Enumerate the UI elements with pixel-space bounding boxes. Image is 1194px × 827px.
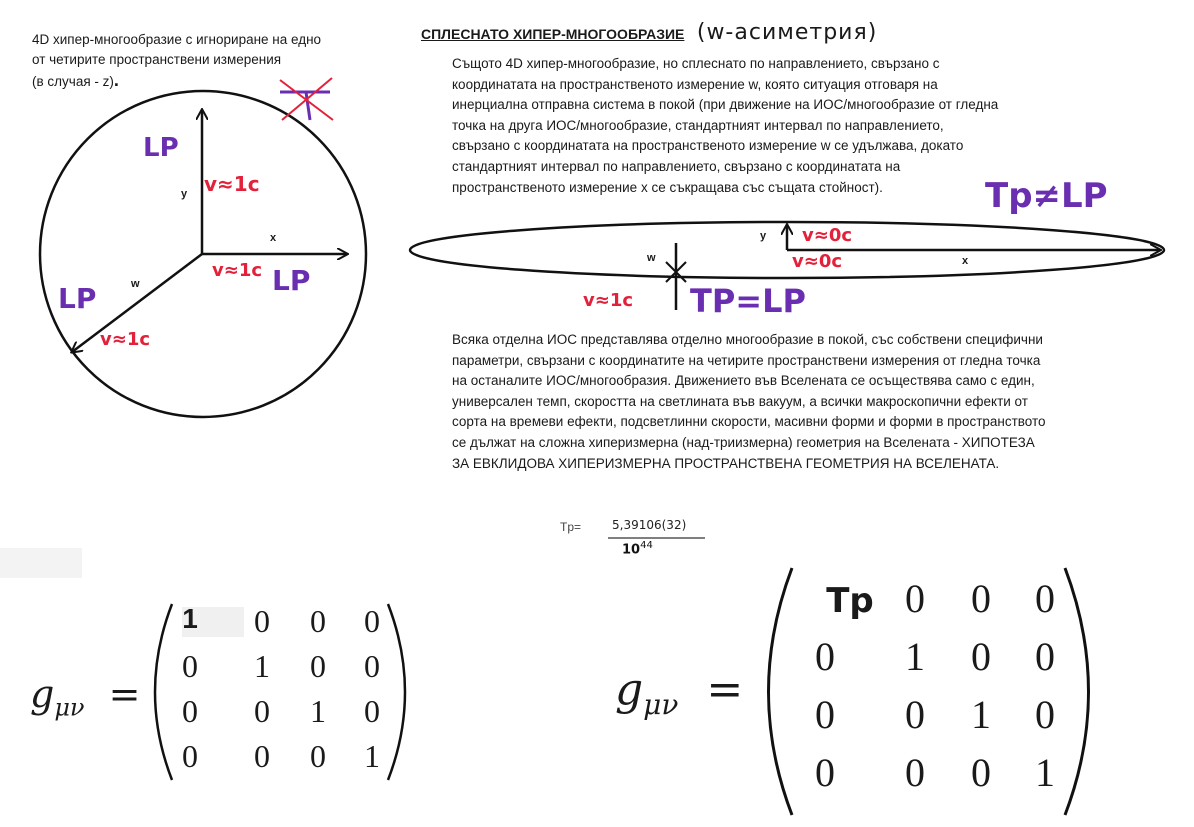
circle-v-y: v≈1c <box>204 172 260 196</box>
left-note-line2: от четирите пространствени измерения <box>32 52 282 67</box>
formula-denominator: $10^{44}$ <box>622 540 653 558</box>
para2-line: Всяка отделна ИОС представлява отделно многообразие в покой, със собствени специфични <box>452 332 1043 347</box>
para1-line: инерциална отправна система в покой (при движение на ИОС/многообразие от гледна <box>452 97 999 113</box>
matrix-left-cell: 1 <box>182 603 198 634</box>
para2-line: параметри, свързани с координатите на четирите пространствени измерения от гледна точка <box>452 352 1041 368</box>
matrix-left-cell: 0 <box>182 693 198 729</box>
matrix-right-cell: 0 <box>1035 634 1055 679</box>
matrix-right-tp-cell: Tp <box>826 581 874 621</box>
para1-line: точка на друга ИОС/многообразие, стандартният интервал по направлението, <box>452 117 944 133</box>
paragraph-hypothesis <box>452 330 1172 474</box>
formula-numerator: 5,39106(32) <box>612 518 687 532</box>
circle-v-x: v≈1c <box>212 260 263 281</box>
matrix-right-cell: 0 <box>905 692 925 737</box>
matrix-left-cell: 0 <box>254 603 270 639</box>
para1-line: координатата на пространственото измерение w, която ситуация отговаря на <box>452 76 938 92</box>
heading-title: СПЛЕСНАТО ХИПЕР-МНОГООБРАЗИЕ <box>421 26 685 42</box>
matrix-left-cell: 1 <box>254 648 270 684</box>
circle-axis-w-label: w <box>131 278 140 290</box>
matrix-right-cell: 0 <box>815 692 835 737</box>
matrix-right-cell: 0 <box>905 576 925 621</box>
circle-lp-right: LP <box>272 264 311 297</box>
matrix-left-cell: 0 <box>364 693 380 729</box>
matrix-left-cell: 1 <box>310 693 326 729</box>
circle-v-w: v≈1c <box>100 329 151 350</box>
para2-line: универсален темп, скоростта на светлината във вакуум, а всички макроскопични ефекти от <box>452 393 1028 409</box>
matrix-left-cell: 1 <box>364 738 380 774</box>
left-note-dot: . <box>113 70 119 90</box>
circle-axis-x-label: x <box>270 232 277 244</box>
matrix-right-cell: 1 <box>905 634 925 679</box>
para1-line: стандартният интервал по направлението, свързано с координатата на <box>452 158 901 174</box>
matrix-right-cell: 0 <box>815 634 835 679</box>
matrix-right-lhs: $g_{\mu\nu}$ = <box>615 664 744 721</box>
circle-axis-y-label: y <box>181 188 188 200</box>
heading-handwritten: (w-асиметрия) <box>696 20 878 45</box>
ellipse-axis-y-label: y <box>760 230 767 242</box>
matrix-right-paren-open <box>769 568 793 815</box>
matrix-left-cell: 0 <box>254 693 270 729</box>
matrix-right-grid <box>800 575 1070 815</box>
formula-lhs: Tp= <box>560 520 582 534</box>
matrix-left-lhs: $g_{\mu\nu}$ = <box>30 672 141 722</box>
matrix-left-cell: 0 <box>364 603 380 639</box>
circle-lp-left: LP <box>58 282 97 315</box>
matrix-right-cell: 0 <box>971 576 991 621</box>
matrix-left-cell: 0 <box>254 738 270 774</box>
tp-eq-lp: TP=LP <box>690 282 806 320</box>
matrix-left-cell: 0 <box>310 738 326 774</box>
matrix-left-grid <box>170 603 390 783</box>
para2-line: се дължат на сложна хиперизмерна (над-триизмерна) геометрия на Вселената - ХИПОТЕЗА <box>452 434 1035 450</box>
para1-line: Същото 4D хипер-многообразие, но сплеснато по направлението, свързано с <box>452 56 940 71</box>
matrix-left-cell: 0 <box>364 648 380 684</box>
matrix-left-cell: 0 <box>182 648 198 684</box>
matrix-right-cell: 0 <box>815 750 835 795</box>
ellipse-v-w: v≈1c <box>583 290 634 311</box>
matrix-right-cell: 0 <box>1035 576 1055 621</box>
para1-line: пространственото измерение x се съкращава със същата стойност). <box>452 179 883 195</box>
ellipse-v-y: v≈0c <box>802 225 853 246</box>
para2-line: на останалите ИОС/многообразия. Движението във Вселената се осъществява само с един, <box>452 373 1035 389</box>
para2-line: ЗА ЕВКЛИДОВА ХИПЕРИЗМЕРНА ПРОСТРАНСТВЕНА ГЕОМЕТРИЯ НА ВСЕЛЕНАТА. <box>452 455 1000 471</box>
circle-lp-top: LP <box>143 133 179 163</box>
tp-neq-lp: Tp≠LP <box>985 176 1108 216</box>
section-heading <box>421 20 877 45</box>
matrix-right-cell: 0 <box>971 750 991 795</box>
matrix-right-cell: 0 <box>1035 692 1055 737</box>
matrix-left-cell: 0 <box>310 603 326 639</box>
matrix-right-cell: 0 <box>971 634 991 679</box>
left-note <box>32 30 321 92</box>
matrix-left-cell: 0 <box>310 648 326 684</box>
matrix-left-cell: 0 <box>182 738 198 774</box>
para1-line: свързано с координатата на пространственото измерение w се удължава, докато <box>452 138 964 154</box>
matrix-right-cell: 0 <box>905 750 925 795</box>
left-note-line1: 4D хипер-многообразие с игнориране на едно <box>32 32 322 47</box>
matrix-right-cell: 1 <box>971 692 991 737</box>
left-note-line3: (в случая - z) <box>32 74 114 89</box>
ellipse-axis-x-label: x <box>962 255 969 267</box>
matrix-right-cell: 1 <box>1035 750 1055 795</box>
ellipse-axis-w-label: w <box>647 252 656 264</box>
ellipse-v-x: v≈0c <box>792 251 843 272</box>
para2-line: сорта на времеви ефекти, подсветлинни скорости, масивни форми и форми в пространството <box>452 414 1046 430</box>
